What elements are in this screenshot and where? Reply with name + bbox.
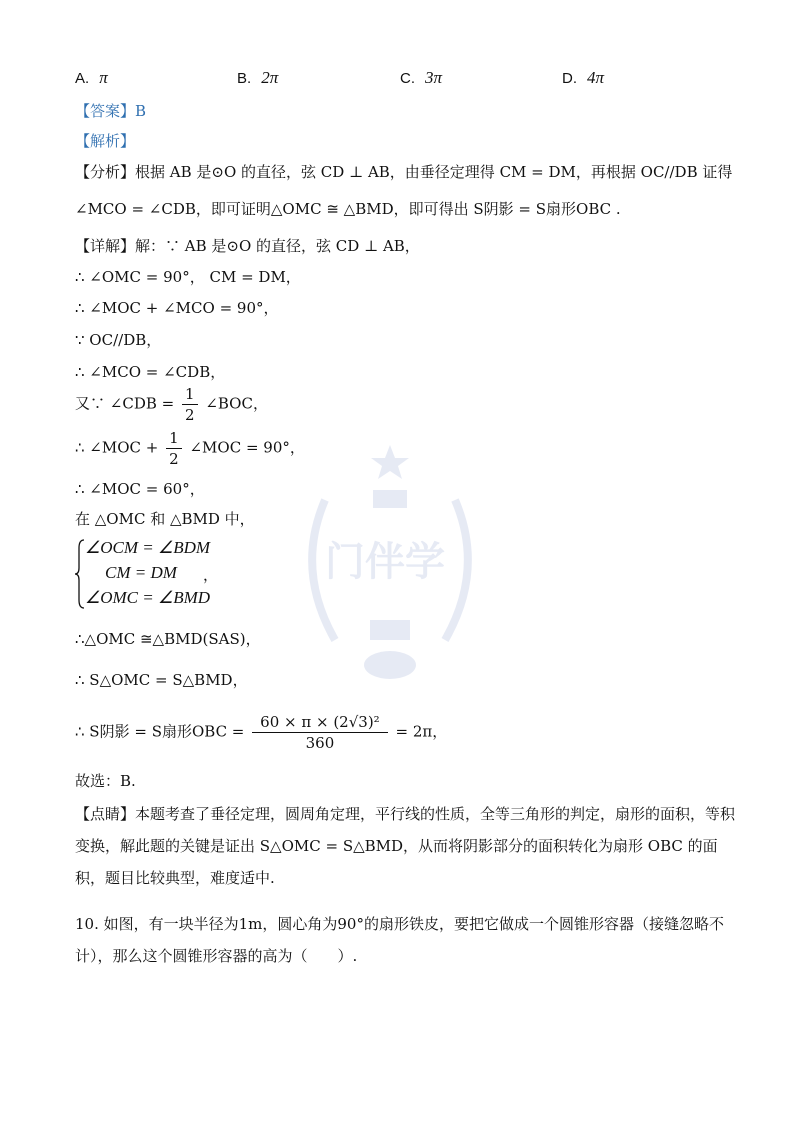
watermark-text: 门伴学 (325, 539, 445, 585)
congruence-system (75, 538, 235, 610)
angle-sum-head: ∴ ∠MOC + (75, 438, 159, 457)
option-value: π (99, 68, 108, 87)
option-label: B. (237, 70, 252, 87)
option-label: A. (75, 70, 90, 87)
detail-step-1: 【详解】解：∵ AB 是⊙O 的直径，弦 CD ⊥ AB， (75, 237, 420, 255)
detail-step-2: ∴ ∠OMC = 90°， CM = DM， (75, 268, 301, 286)
area-numerator: 60 × π × (2√3)² (252, 712, 388, 733)
fraction-denominator: 2 (169, 450, 179, 468)
analysis-line-2: ∠MCO = ∠CDB，即可证明△OMC ≅ △BMD，即可得出 S阴影 = S扇形OBC . (75, 200, 621, 218)
detail-area-formula (75, 712, 447, 753)
watermark-logo (285, 440, 495, 690)
comment-text: 【点睛】本题考查了垂径定理，圆周角定理，平行线的性质，全等三角形的判定，扇形的面积，等积变换，解此题的关键是证出 S△OMC = S△BMD，从而将阴影部分的面积转化为扇形 OBC 的面积，题目比较典型，难度适中. (75, 805, 736, 887)
fraction-numerator: 1 (182, 384, 198, 405)
comment-paragraph (75, 798, 735, 894)
system-row-2: CM = DM (105, 563, 177, 582)
system-row-1: ∠OCM = ∠BDM (85, 538, 211, 557)
option-value: 2π (261, 68, 279, 87)
system-tail: ， (203, 566, 219, 584)
option-label: C. (400, 70, 415, 87)
question-10-text: 10. 如图，有一块半径为1m，圆心角为90°的扇形铁皮，要把它做成一个圆锥形容器（接缝忽略不计），那么这个圆锥形容器的高为（ ）. (75, 915, 724, 965)
detail-step-9: ∴ S△OMC = S△BMD， (75, 671, 248, 689)
detail-step-3: ∴ ∠MOC + ∠MCO = 90°， (75, 299, 279, 317)
question-10 (75, 908, 735, 972)
option-value: 4π (587, 68, 605, 87)
area-denominator: 360 (305, 734, 335, 752)
detail-step-5: ∴ ∠MCO = ∠CDB， (75, 363, 226, 381)
fraction-half (182, 384, 198, 425)
detail-step-8: ∴△OMC ≅△BMD(SAS)， (75, 630, 261, 648)
option-d (562, 68, 604, 88)
area-head: ∴ S阴影 = S扇形OBC = (75, 722, 245, 741)
analysis-line-1: 【分析】根据 AB 是⊙O 的直径，弦 CD ⊥ AB，由垂径定理得 CM = DM，再根据 OC//DB 证得 (75, 163, 733, 181)
left-brace (75, 538, 85, 610)
analysis-tag: 【解析】 (75, 132, 136, 150)
detail-step-6: ∴ ∠MOC = 60°， (75, 480, 205, 498)
option-value: 3π (425, 68, 443, 87)
detail-step-4: ∵ OC//DB， (75, 331, 162, 349)
system-row-3: ∠OMC = ∠BMD (85, 588, 211, 607)
detail-angle-sum (75, 428, 305, 469)
detail-step-7: 在 △OMC 和 △BMD 中， (75, 510, 255, 528)
angle-sum-tail: ∠MOC = 90°， (189, 438, 305, 457)
area-fraction (252, 712, 388, 753)
detail-half-angle (75, 384, 268, 425)
detail-step-10: 故选：B. (75, 772, 136, 790)
option-b (237, 68, 278, 88)
fraction-numerator: 1 (166, 428, 182, 449)
fraction-denominator: 2 (184, 406, 195, 424)
option-c (400, 68, 442, 88)
area-tail: = 2π， (395, 722, 448, 741)
half-angle-tail: ∠BOC， (205, 394, 268, 413)
option-label: D. (562, 70, 577, 87)
half-angle-head: 又∵ ∠CDB = (75, 394, 175, 413)
answer-tag: 【答案】B (75, 102, 147, 120)
option-a (75, 68, 108, 88)
fraction-half (166, 428, 182, 469)
